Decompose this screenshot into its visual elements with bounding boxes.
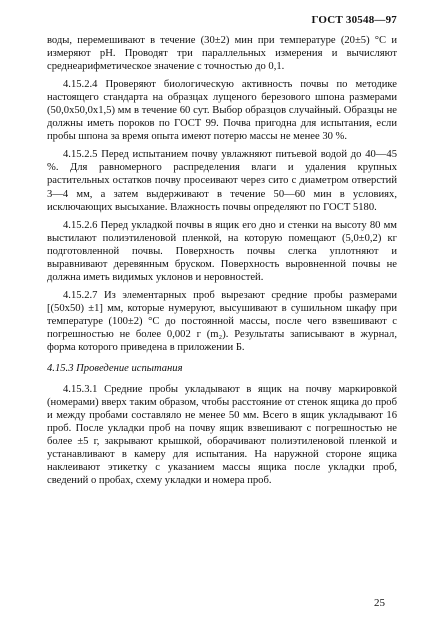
paragraph-4-15-3-1: 4.15.3.1 Средние пробы укладывают в ящик на почву маркировкой (номерами) вверх таким образом, чтобы расстояние от стенок ящика до проб и между пробами составляло не менее 50 мм. Всего в ящик укладывают 16 проб. После укладки проб на почву ящик взвешивают с погрешностью не более ±5 г, закрывают крышкой, оборачивают полиэтиленовой пленкой и устанавливают в камеру для испытания. На наружной стороне ящика наклеивают этикетку с указанием массы ящика после укладки проб, сведений о пробах, схему укладки и номера проб. (47, 384, 397, 487)
page-number: 25 (374, 597, 385, 609)
section-heading-4-15-3: 4.15.3 Проведение испытания (47, 363, 183, 375)
standard-header: ГОСТ 30548—97 (311, 14, 397, 26)
paragraph-4-15-2-7: 4.15.2.7 Из элементарных проб вырезают средние пробы размерами [(50x50) ±1] мм, которые нумеруют, высушивают в сушильном шкафу при температуре (100±2) °С до постоянной массы, после чего взвешивают с погрешностью не более 0,002 г (m₂). Результаты записывают в журнал, форма которого приведена в приложении Б. (47, 289, 397, 354)
paragraph-4-15-2-4: 4.15.2.4 Проверяют биологическую активность почвы по методике настоящего стандарта на образцах лущеного березового шпона размерами (50,0x50,0x1,5) мм в течение 60 сут. Выбор образцов случайный. Образцы не должны иметь пороков по ГОСТ 99. Почва пригодна для испытания, если пробы шпона за время опыта имеют потерю массы не менее 30 %. (47, 79, 397, 143)
document-body (47, 34, 397, 493)
paragraph-4-15-2-6: 4.15.2.6 Перед укладкой почвы в ящик его дно и стенки на высоту 80 мм выстилают полиэтиленовой пленкой, на которую помещают (5,0±0,2) кг подготовленной почвы. Поверхность почвы слегка уплотняют и выравнивают деревянным бруском. Поверхность выровненной почвы не должна иметь видимых уклонов и неровностей. (47, 219, 397, 283)
paragraph-ph-measurement: воды, перемешивают в течение (30±2) мин при температуре (20±5) °С и измеряют pH. Проводят три параллельных измерения и вычисляют среднеарифметическое значение с точностью до 0,1. (47, 35, 397, 73)
paragraph-4-15-2-5: 4.15.2.5 Перед испытанием почву увлажняют питьевой водой до 40—45 %. Для равномерного распределения влаги и удаления крупных растительных остатков почву просеивают через сито с диаметром отверстий 3—4 мм, а затем выдерживают в течение 50—60 мин в условиях, исключающих высыхание. Влажность почвы определяют по ГОСТ 5180. (47, 149, 397, 213)
